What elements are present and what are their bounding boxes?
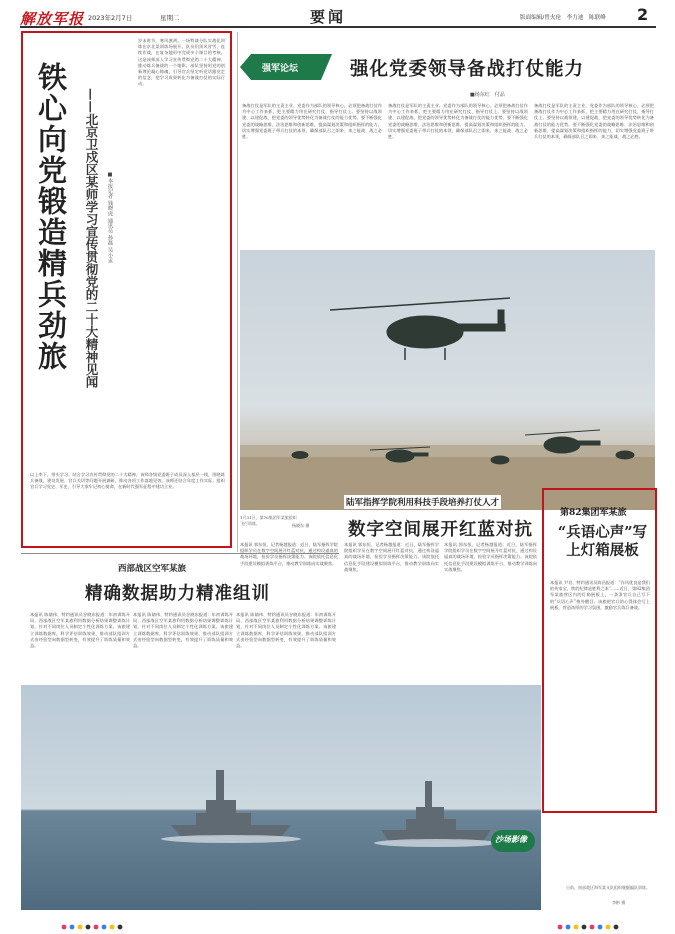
left-story-subtitle: ——北京卫戍区某师学习宣传贯彻党的二十大精神见闻 (84, 88, 99, 388)
column-rule-left (237, 32, 238, 552)
masthead: 解放军报 (20, 10, 85, 28)
middle-story-title: 数字空间展开红蓝对抗 (348, 520, 533, 540)
middle-story-body: 本报讯 郭东恒、记者杨越报道：近日，陆军指挥学院组织学员在数字空间展开红蓝对抗，通过构设逼真的战场环境，检验学员指挥决策能力。该院依托信息化手段建设模拟训练平台，推动教学训练向实战聚焦。 (344, 542, 439, 572)
left-story-body-top: 岁末时节，寒风凛冽。一场特战分队实战化训练在京北某训练场展开。队员们顶风冒雪，连续作战，在复杂地形中完成多个课目的考核。这是该师深入学习宣传贯彻党的二十大精神、推动练兵备战的一个缩影。部队坚持用党的创新理论凝心铸魂，引导官兵坚定听党话跟党走的信念，把学习成果转化为备战打仗的实际行动。 (138, 38, 225, 87)
bottom-story-body-col2: 本报讯 陈婧伟、特约通讯员谷晓东报道：年初训练开局，西部战区空军某旅利用数据分析结果调整训练计划，针对不同岗位人员制定个性化训练方案。该旅建立训练数据库，科学评估训练效果，推动部队组训方式由经验型向数据型转变，有效提升了训练质量和效益。 (133, 612, 233, 649)
warship-illustration (21, 685, 541, 910)
top-story-byline: ■杨东红 付品 (470, 92, 505, 98)
top-story-body-col2: 备战打仗是军队的主责主业。党委作为部队的领导核心，必须把备战打仗作为中心工作来抓，把主要精力用在研究打仗、指导打仗上。要坚持以战领建、以建促战，把党委的领导优势转化为备战打仗的能力优势。要不断强化党委的战略思维、法治思维和创新思维，提高谋划决策和组织指挥的能力，切实增强党委班子带兵打仗的本领，确保部队召之即来、来之能战、战之必胜。 (388, 103, 528, 140)
header-rule (20, 26, 656, 28)
helicopter-photo (240, 250, 655, 510)
page-number: 2 (637, 5, 649, 24)
left-story-title: 铁心向党锻造精兵劲旅 (34, 62, 68, 372)
main-photo-caption: 1月31日，第76集团军某旅组织飞行训练。 (240, 515, 297, 526)
bottom-story-kicker: 西部战区空军某旅 (118, 564, 187, 574)
bottom-story-rule (21, 553, 339, 554)
color-registration-bar (60, 915, 620, 921)
right-story-kicker: 第82集团军某旅 (560, 508, 627, 518)
bottom-story-title: 精确数据助力精准组训 (85, 584, 270, 604)
left-story-byline: ■本报记者 钱晓虎 通讯员 孙磊 吴小孟 (107, 172, 113, 263)
main-photo-credit: 杨晓东 摄 (292, 523, 310, 528)
top-story-body: 备战打仗是军队的主责主业。党委作为部队的领导核心，必须把备战打仗作为中心工作来抓，把主要精力用在研究打仗、指导打仗上。要坚持以战领建、以建促战，把党委的领导优势转化为备战打仗的能力优势。要不断强化党委的战略思维、法治思维和创新思维，提高谋划决策和组织指挥的能力，切实增强党委班子带兵打仗的本领，确保部队召之即来、来之能战、战之必胜。 (242, 103, 382, 140)
middle-story-body-col2: 本报讯 郭东恒、记者杨越报道：近日，陆军指挥学院组织学员在数字空间展开红蓝对抗，通过构设逼真的战场环境，检验学员指挥决策能力。该院依托信息化手段建设模拟训练平台，推动教学训练向实战聚焦。 (444, 542, 537, 572)
middle-story-kicker: 陆军指挥学院利用科技手段培养打仗人才 (344, 495, 501, 509)
issue-date: 2023年2月7日 (88, 14, 133, 22)
middle-story-body-far: 本报讯 郭东恒、记者杨越报道：近日，陆军指挥学院组织学员在数字空间展开红蓝对抗，通过构设逼真的战场环境，检验学员指挥决策能力。该院依托信息化手段建设模拟训练平台，推动教学训练向实战聚焦。 (240, 542, 338, 566)
helicopter-illustration (240, 250, 655, 510)
top-story-kicker: 强军论坛 (262, 64, 299, 74)
top-story-body-col3: 备战打仗是军队的主责主业。党委作为部队的领导核心，必须把备战打仗作为中心工作来抓，把主要精力用在研究打仗、指导打仗上。要坚持以战领建、以建促战，把党委的领导优势转化为备战打仗的能力优势。要不断强化党委的战略思维、法治思维和创新思维，提高谋划决策和组织指挥的能力，切实增强党委班子带兵打仗的本领，确保部队召之即来、来之能战、战之必胜。 (534, 103, 654, 140)
section-title: 要闻 (310, 8, 347, 26)
left-story-body-bottom: 以上率下，带头学习。结合学习宣传贯彻党的二十大精神，该师各级党委班子成员深入基层一线，围绕练兵备战、建设发展、官兵关切等问题开展调研，推动各项工作落地见效。该师还结合年度工作实际，组织官兵学习党史、军史，引导大家牢记初心使命，在新时代强军征程中建功立业。 (30, 472, 225, 490)
bottom-story-body-col3: 本报讯 陈婧伟、特约通讯员谷晓东报道：年初训练开局，西部战区空军某旅利用数据分析结果调整训练计划，针对不同岗位人员制定个性化训练方案。该旅建立训练数据库，科学评估训练效果，推动部队组训方式由经验型向数据型转变，有效提升了训练质量和效益。 (236, 612, 336, 649)
right-story-title: “兵语心声”写上灯箱展板 (557, 524, 648, 559)
right-story-body: 本报讯 尹君、特约通讯员陈昌报道：“作风优良是我们的传家宝，铁的纪律是胜利之本”……近日，第82集团军某旅营区内的灯箱展板上，一条条官兵自己写下的“兵语心声”格外醒目。该旅把官兵的心得体会写上展板，营造浓厚的学习氛围，激励官兵练兵备战。 (550, 580, 650, 610)
top-story-title: 强化党委领导备战打仗能力 (350, 59, 585, 80)
bottom-photo-credit: 李彬 摄 (612, 900, 626, 905)
bottom-story-body: 本报讯 陈婧伟、特约通讯员谷晓东报道：年初训练开局，西部战区空军某旅利用数据分析结果调整训练计划，针对不同岗位人员制定个性化训练方案。该旅建立训练数据库，科学评估训练效果，推动部队组训方式由经验型向数据型转变，有效提升了训练质量和效益。 (30, 612, 130, 649)
bottom-photo-caption: 日前，南部战区海军某支队组织舰艇编队训练。 (566, 885, 650, 890)
editors-line: 版面编辑/曾火伦 李力迪 陈联峰 (520, 15, 606, 21)
photo-badge-text: 沙场影像 (495, 835, 527, 844)
warship-photo (21, 685, 541, 910)
issue-weekday: 星期二 (160, 14, 180, 22)
